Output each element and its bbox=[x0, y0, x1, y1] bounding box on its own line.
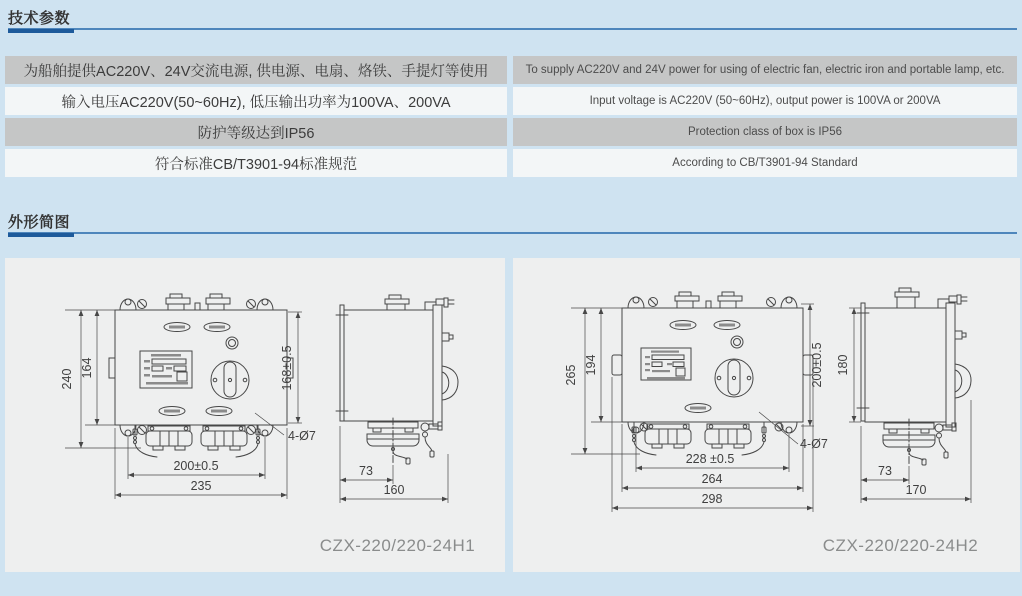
dim-total-width: 235 bbox=[190, 479, 212, 493]
front-view-24h1 bbox=[109, 294, 293, 457]
dim-mount-holes: 4-Ø7 bbox=[288, 429, 316, 443]
param-row-en-3: Protection class of box is IP56 bbox=[513, 118, 1017, 146]
param-row-en-2: Input voltage is AC220V (50~60Hz), output power is 100VA or 200VA bbox=[513, 87, 1017, 115]
dim-body-width: 264 bbox=[701, 472, 723, 486]
side-view-24h2 bbox=[857, 288, 971, 465]
dim-mount-hole-span: 228 ±0.5 bbox=[685, 452, 735, 466]
drawing-panel-24h1 bbox=[5, 258, 505, 572]
param-row-cn-2: 输入电压AC220V(50~60Hz), 低压输出功率为100VA、200VA bbox=[5, 87, 507, 115]
dim-mount-hole-height: 168±0.5 bbox=[280, 345, 294, 391]
drawing-panel-24h2 bbox=[513, 258, 1020, 572]
dim-total-width: 298 bbox=[701, 492, 723, 506]
param-row-cn-4: 符合标准CB/T3901-94标准规范 bbox=[5, 149, 507, 177]
section-accent-bar bbox=[8, 29, 74, 33]
dim-depth: 160 bbox=[383, 483, 405, 497]
dim-total-height: 265 bbox=[564, 364, 578, 386]
drawing-czx-220-220-24h2 bbox=[513, 258, 1020, 572]
drawing-czx-220-220-24h1 bbox=[5, 258, 505, 572]
dim-depth: 170 bbox=[905, 483, 927, 497]
section-header-tech-params bbox=[8, 7, 1017, 35]
model-caption-24h1: CZX-220/220-24H1 bbox=[319, 536, 476, 555]
section-title-tech-params: 技术参数 bbox=[8, 10, 71, 27]
param-row-cn-1: 为船舶提供AC220V、24V交流电源, 供电源、电扇、烙铁、手提灯等使用 bbox=[5, 56, 507, 84]
dim-gland-offset: 73 bbox=[878, 464, 892, 478]
dim-total-height: 240 bbox=[60, 368, 74, 390]
dim-mount-holes: 4-Ø7 bbox=[800, 437, 828, 451]
model-caption-24h2: CZX-220/220-24H2 bbox=[822, 536, 979, 555]
dimension-lines-24h1 bbox=[65, 310, 448, 503]
section-accent-bar bbox=[8, 233, 74, 237]
dim-body-height: 194 bbox=[584, 354, 598, 376]
dimension-lines-24h2 bbox=[571, 304, 971, 512]
side-view-24h1 bbox=[336, 295, 458, 464]
parameter-table bbox=[5, 56, 1017, 177]
drawing-panels bbox=[5, 258, 1020, 572]
parameter-column-chinese bbox=[5, 56, 507, 177]
dim-mount-hole-height: 200±0.5 bbox=[810, 342, 824, 388]
front-view-24h2 bbox=[612, 292, 813, 455]
section-title-outline: 外形简图 bbox=[8, 214, 71, 231]
param-row-cn-3: 防护等级达到IP56 bbox=[5, 118, 507, 146]
section-rule bbox=[8, 232, 1017, 234]
dim-gland-offset: 73 bbox=[359, 464, 373, 478]
param-row-en-1: To supply AC220V and 24V power for using of electric fan, electric iron and portable lamp, etc. bbox=[513, 56, 1017, 84]
dim-body-height: 164 bbox=[80, 357, 94, 379]
dim-mount-hole-span: 200±0.5 bbox=[173, 459, 219, 473]
section-header-outline bbox=[8, 211, 1017, 239]
parameter-column-english bbox=[513, 56, 1017, 177]
section-rule bbox=[8, 28, 1017, 30]
param-row-en-4: According to CB/T3901-94 Standard bbox=[513, 149, 1017, 177]
dim-side-height: 180 bbox=[836, 354, 850, 376]
